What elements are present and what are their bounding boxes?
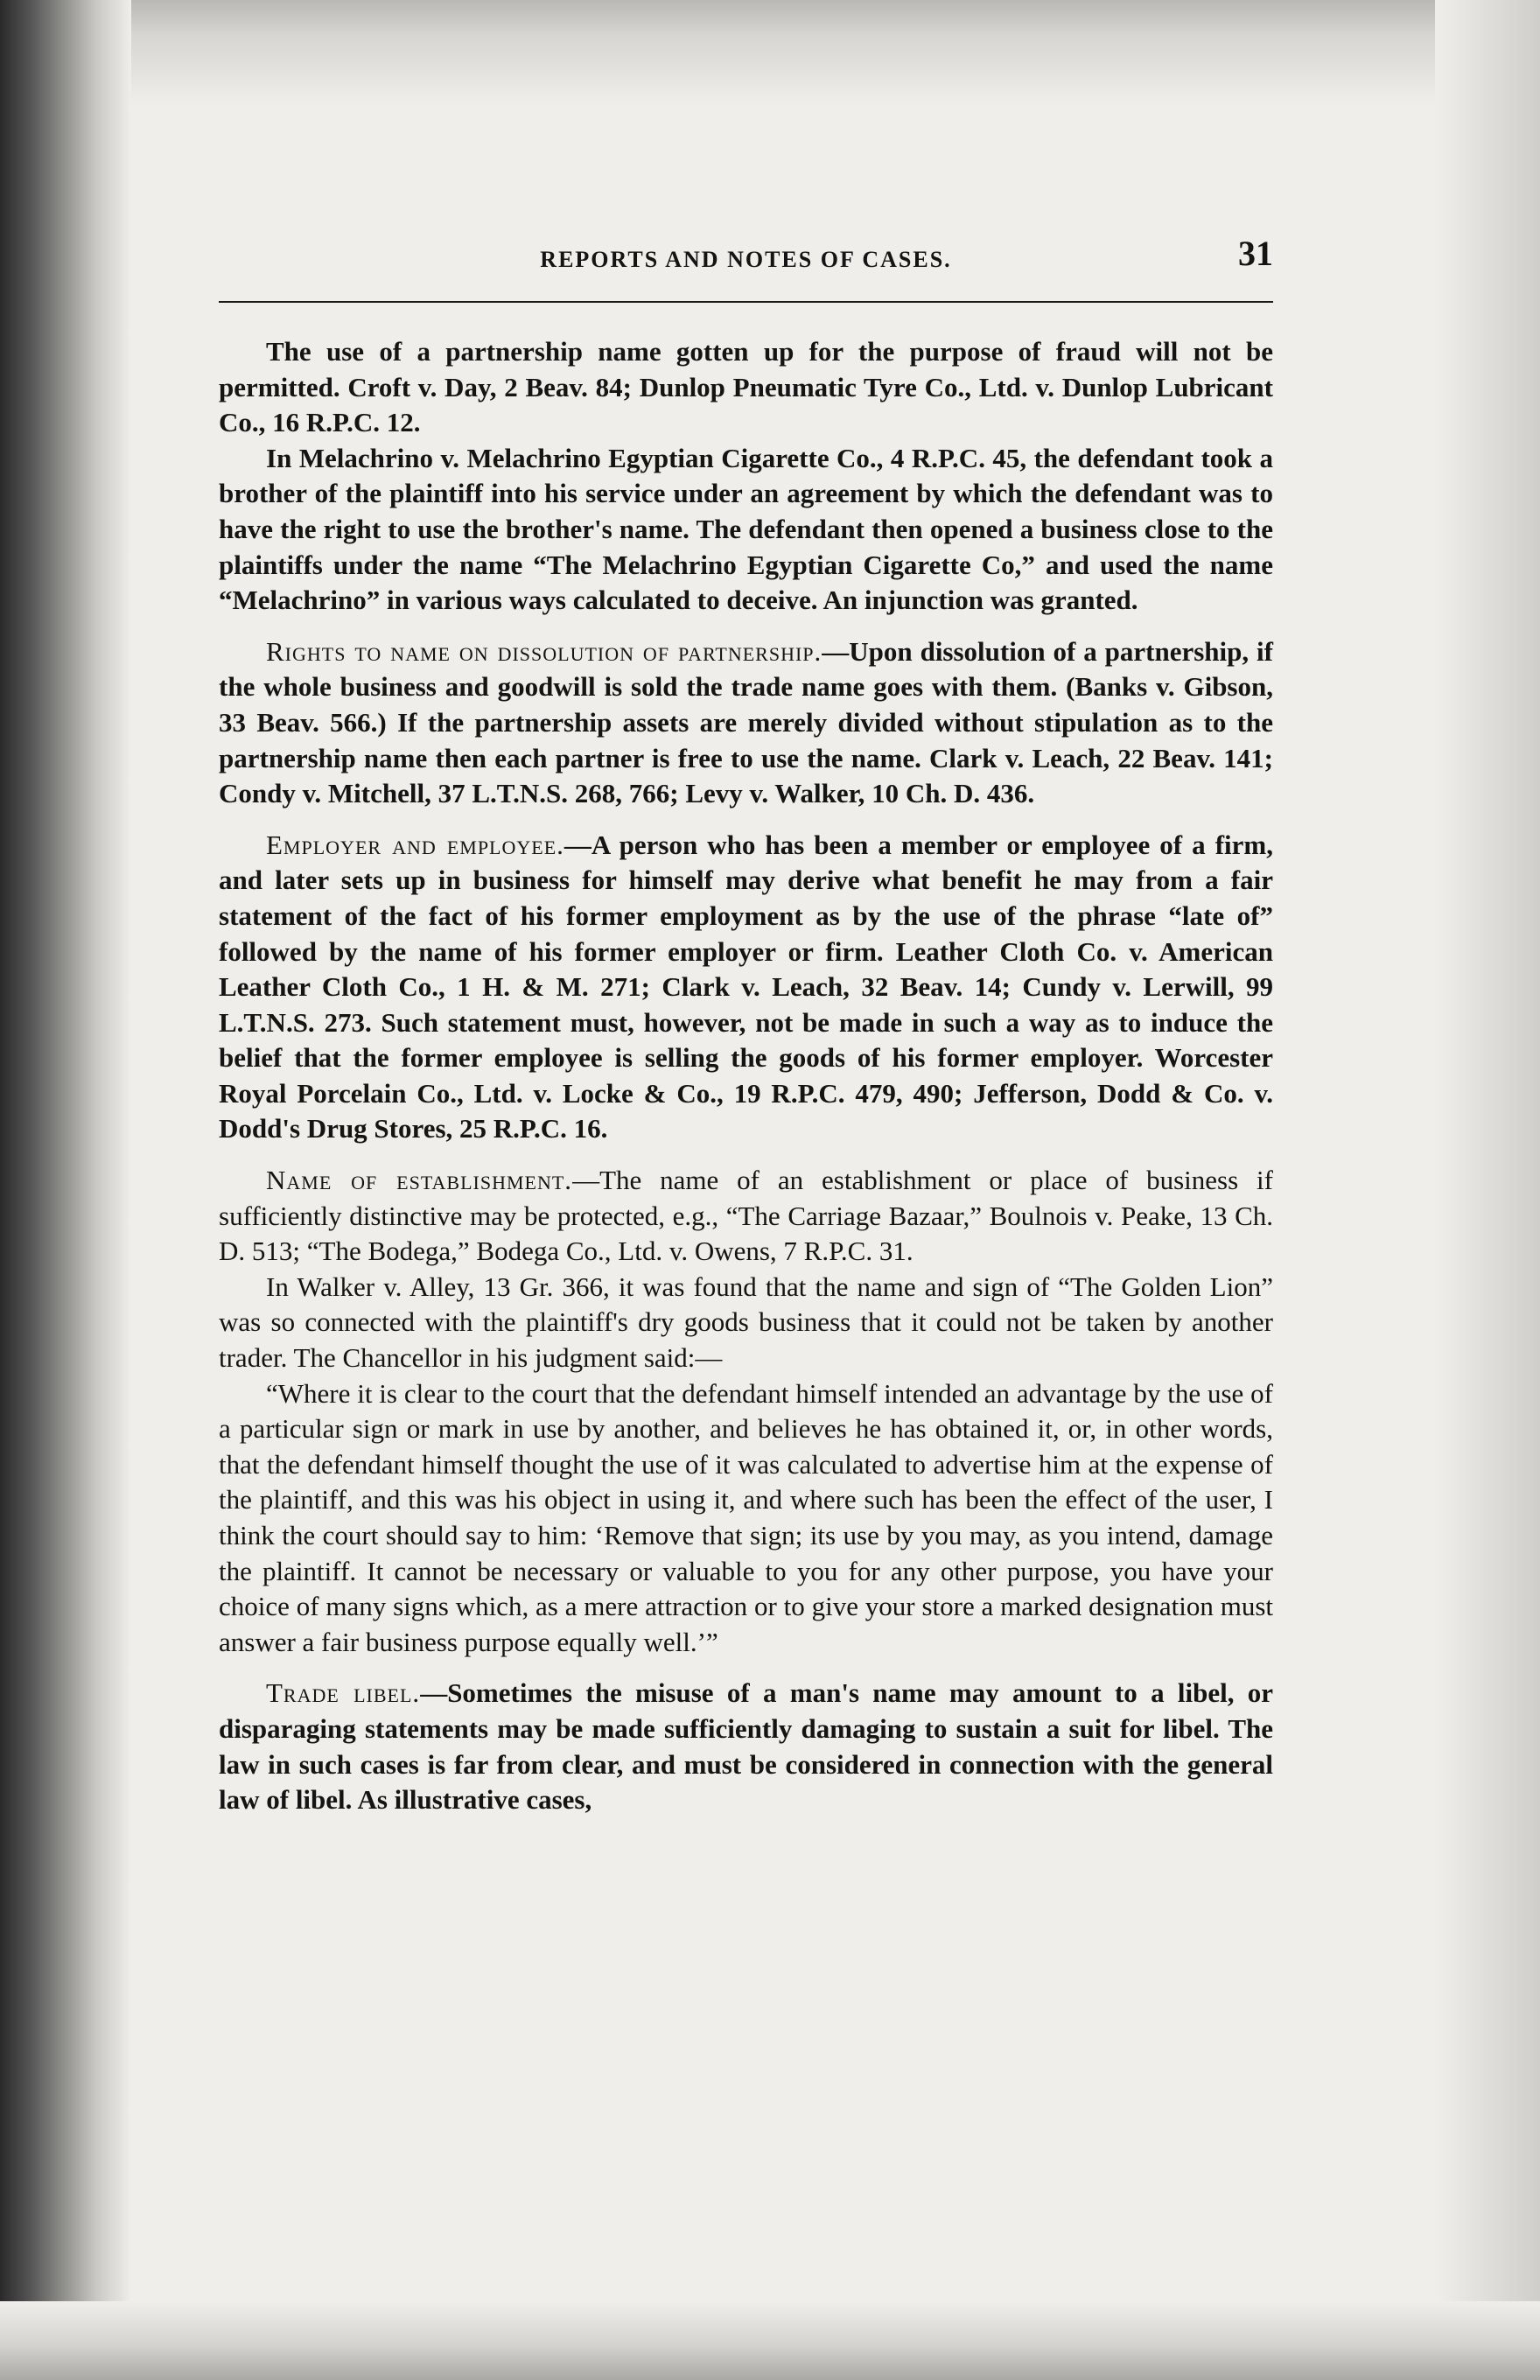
paragraph-text: —Upon dissolution of a partnership, if the whole business and goodwill is sold the trade name goes with them. (Banks v. Gibson, 33 Beav. 566.) If the partnership assets are merely divided without stipulation as to the partnership name then each partner is free to use the name. Clark v. Leach, 22 Beav. 141; Condy v. Mitchell, 37 L.T.N.S. 268, 766; Levy v. Walker, 10 Ch. D. 436. [219,635,1273,809]
paragraph-walker-v-alley [219,1270,1273,1376]
section-rights-on-dissolution [219,634,1273,812]
section-employer-employee [219,828,1273,1147]
scan-shadow-top [0,0,1540,105]
section-heading: Employer and employee. [266,829,564,860]
scan-shadow-right [1435,0,1540,2380]
paragraph-text: The use of a partnership name gotten up for the purpose of fraud will not be permitted. Croft v. Day, 2 Beav. 84; Dunlop Pneumatic Tyre Co., Ltd. v. Dunlop Lubricant Co., 16 R.P.C. 12. [219,336,1273,438]
paragraph-text: “Where it is clear to the court that the defendant himself intended an advantage by the use of a particular sign or mark in use by another, and believes he has obtained it, or, in other words, that the defendant himself thought the use of it was calculated to advertise him at the expense of the plaintiff, and this was his object in using it, and where such has been the effect of the user, I think the court should say to him: ‘Remove that sign; its use by you may, as you intend, damage the plaintiff. It cannot be necessary or valuable to you for any other purpose, you have your choice of many signs which, as a mere attraction or to give your store a marked designation must answer a fair business purpose equally well.’” [219,1377,1273,1657]
document-page [219,228,1273,1818]
paragraph-text: —A person who has been a member or employee of a firm, and later sets up in business for himself may derive what benefit he may from a fair statement of the fact of his former employment as by the use of the phrase “late of” followed by the name of his former employer or firm. Leather Cloth Co. v. American Leather Cloth Co., 1 H. & M. 271; Clark v. Leach, 32 Beav. 14; Cundy v. Lerwill, 99 L.T.N.S. 273. Such statement must, however, not be made in such a way as to induce the belief that the former employee is selling the goods of his former employer. Worcester Royal Porcelain Co., Ltd. v. Locke & Co., 19 R.P.C. 479, 490; Jefferson, Dodd & Co. v. Dodd's Drug Stores, 25 R.P.C. 16. [219,829,1273,1144]
paragraph-text: In Melachrino v. Melachrino Egyptian Cigarette Co., 4 R.P.C. 45, the defendant took a brother of the plaintiff into his service under an agreement by which the defendant was to have the right to use the brother's name. The defendant then opened a business close to the plaintiffs under the name “The Melachrino Egyptian Cigarette Co,” and used the name “Melachrino” in various ways calculated to deceive. An injunction was granted. [219,442,1273,616]
section-trade-libel [219,1676,1273,1817]
scan-shadow-bottom [0,2301,1540,2380]
header-rule [219,301,1273,303]
section-name-of-establishment [219,1163,1273,1270]
running-title: REPORTS AND NOTES OF CASES. [540,247,952,272]
running-header [219,228,1273,289]
page-number: 31 [1238,234,1273,273]
scan-shadow-left [0,0,131,2380]
quotation-chancellor-judgment [219,1376,1273,1661]
section-heading: Name of establishment. [266,1165,573,1196]
paragraph-melachrino [219,441,1273,619]
section-heading: Trade libel. [266,1677,421,1709]
paragraph-text: In Walker v. Alley, 13 Gr. 366, it was found that the name and sign of “The Golden Lion” was so connected with the plaintiff's dry goods business that it could not be taken by another trader. The Chancellor in his judgment said:— [219,1270,1273,1374]
paragraph-partnership-fraud [219,334,1273,441]
document-body [219,334,1273,1818]
paragraph-text: —Sometimes the misuse of a man's name may amount to a libel, or disparaging statements may be made sufficiently damaging to sustain a suit for libel. The law in such cases is far from clear, and must be considered in connection with the general law of libel. As illustrative cases, [219,1677,1273,1816]
paragraph-text: —The name of an establishment or place of business if sufficiently distinctive may be protected, e.g., “The Carriage Bazaar,” Boulnois v. Peake, 13 Ch. D. 513; “The Bodega,” Bodega Co., Ltd. v. Owens, 7 R.P.C. 31. [219,1165,1273,1267]
section-heading: Rights to name on dissolution of partnership. [266,635,822,667]
